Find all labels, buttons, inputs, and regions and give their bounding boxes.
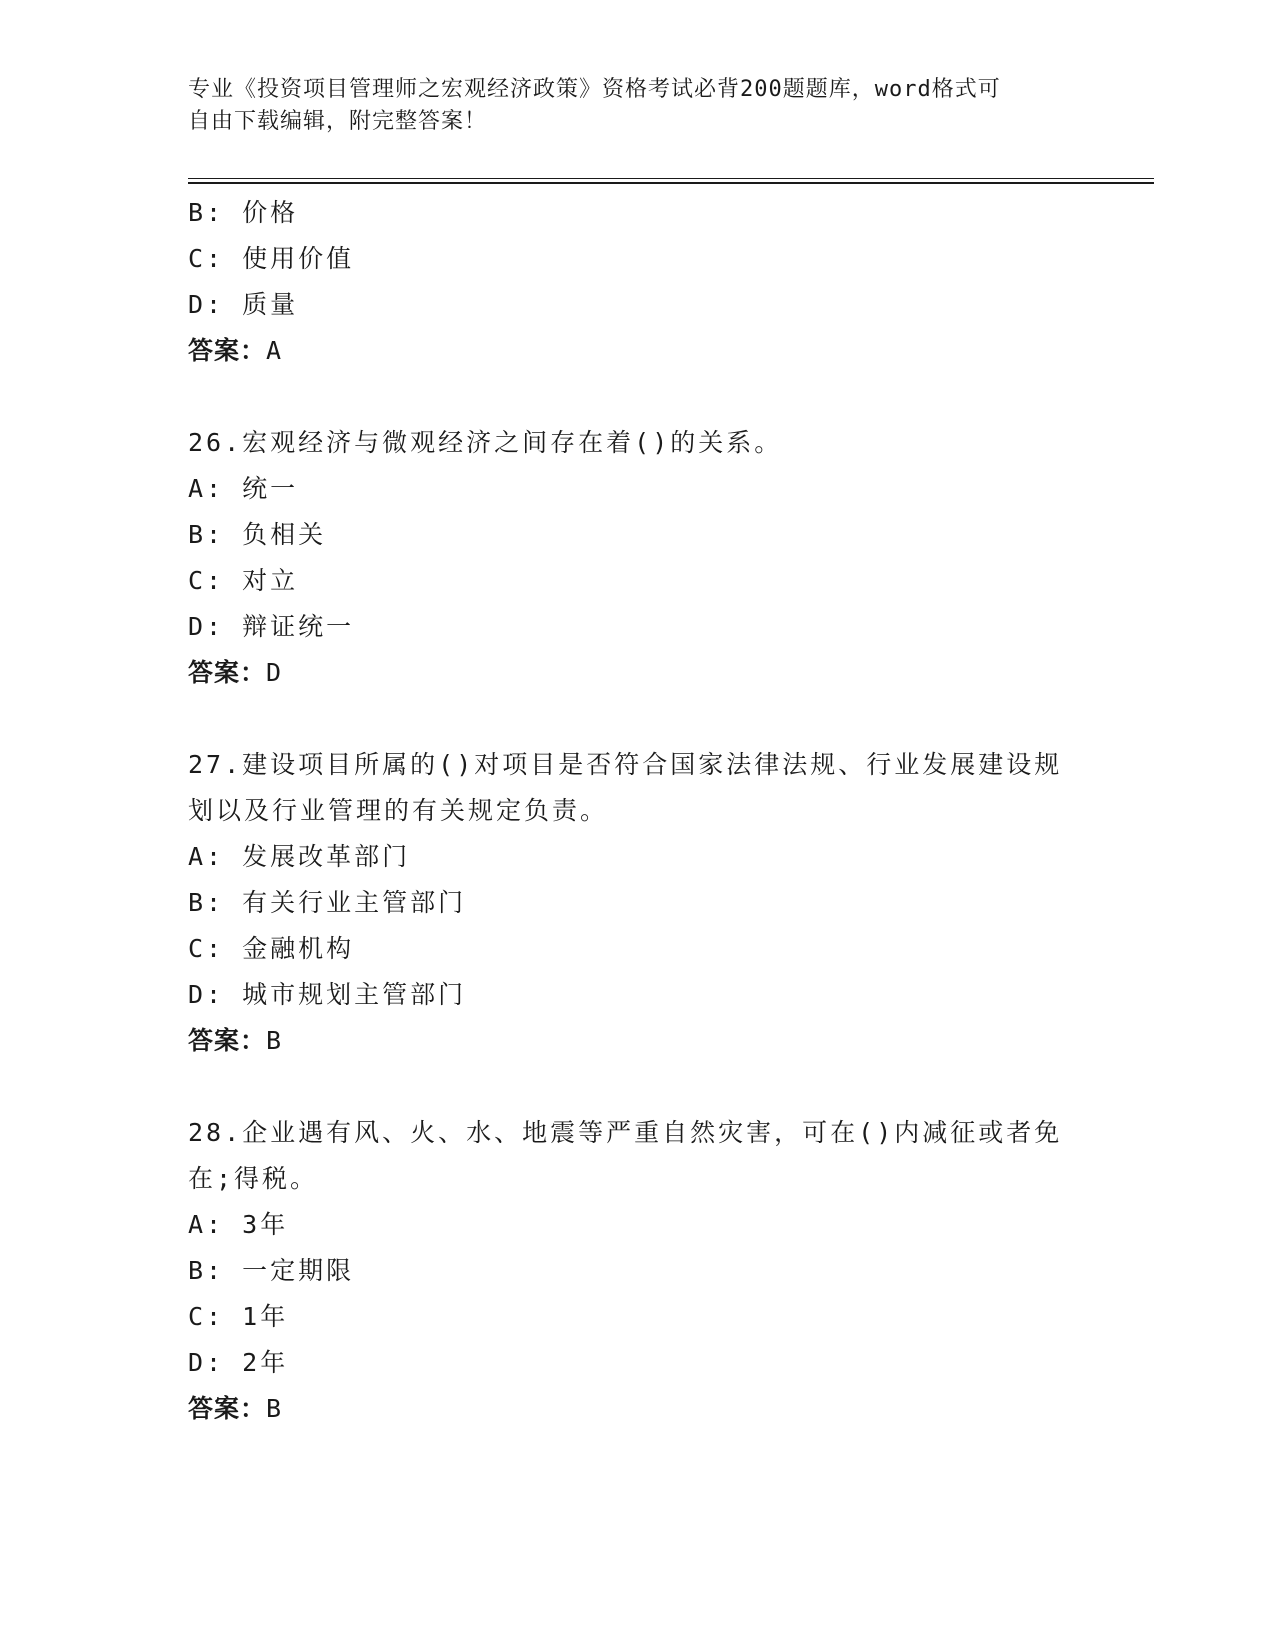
header-title-line-1: 专业《投资项目管理师之宏观经济政策》资格考试必背200题题库，word格式可 <box>188 77 1001 102</box>
q28-stem-line-1: 28.企业遇有风、火、水、地震等严重自然灾害，可在()内减征或者免 <box>188 1118 1063 1147</box>
header-divider-thin <box>188 178 1154 179</box>
spacer <box>188 374 1088 420</box>
q27-answer-value: B <box>266 1026 283 1055</box>
q27-stem-line-1: 27.建设项目所属的()对项目是否符合国家法律法规、行业发展建设规 <box>188 750 1063 779</box>
q27-option-a: A: 发展改革部门 <box>188 842 411 871</box>
question-26 <box>188 420 1088 696</box>
q25-answer-label: 答案： <box>188 336 267 365</box>
q27-stem-line-2: 划以及行业管理的有关规定负责。 <box>188 796 609 825</box>
question-28 <box>188 1110 1088 1432</box>
q25-option-b: B: 价格 <box>188 198 299 227</box>
q26-option-c: C: 对立 <box>188 566 299 595</box>
q28-option-b: B: 一定期限 <box>188 1256 355 1285</box>
q26-answer-label: 答案： <box>188 658 267 687</box>
header-divider-thick <box>188 182 1154 184</box>
q26-option-a: A: 统一 <box>188 474 299 503</box>
q28-answer <box>188 1386 1088 1432</box>
q28-option-c: C: 1年 <box>188 1302 289 1331</box>
q27-option-b: B: 有关行业主管部门 <box>188 888 467 917</box>
document-header <box>188 74 1088 138</box>
q25-option-c: C: 使用价值 <box>188 244 355 273</box>
question-25 <box>188 190 1088 374</box>
q27-option-c: C: 金融机构 <box>188 934 355 963</box>
header-title-line-2: 自由下载编辑，附完整答案！ <box>188 109 488 134</box>
q26-answer <box>188 650 1088 696</box>
q28-option-d: D: 2年 <box>188 1348 289 1377</box>
q28-option-a: A: 3年 <box>188 1210 289 1239</box>
q26-option-b: B: 负相关 <box>188 520 327 549</box>
spacer <box>188 696 1088 742</box>
spacer <box>188 1064 1088 1110</box>
q26-answer-value: D <box>266 658 283 687</box>
q25-answer <box>188 328 1088 374</box>
question-27 <box>188 742 1088 1064</box>
q27-option-d: D: 城市规划主管部门 <box>188 980 467 1009</box>
q27-answer-label: 答案： <box>188 1026 267 1055</box>
question-list <box>188 190 1088 1432</box>
q25-option-d: D: 质量 <box>188 290 299 319</box>
q27-answer <box>188 1018 1088 1064</box>
q25-answer-value: A <box>266 336 283 365</box>
q26-stem: 26.宏观经济与微观经济之间存在着()的关系。 <box>188 428 783 457</box>
q28-stem-line-2: 在;得税。 <box>188 1164 319 1193</box>
q28-answer-value: B <box>266 1394 283 1423</box>
q26-option-d: D: 辩证统一 <box>188 612 355 641</box>
q28-answer-label: 答案： <box>188 1394 267 1423</box>
